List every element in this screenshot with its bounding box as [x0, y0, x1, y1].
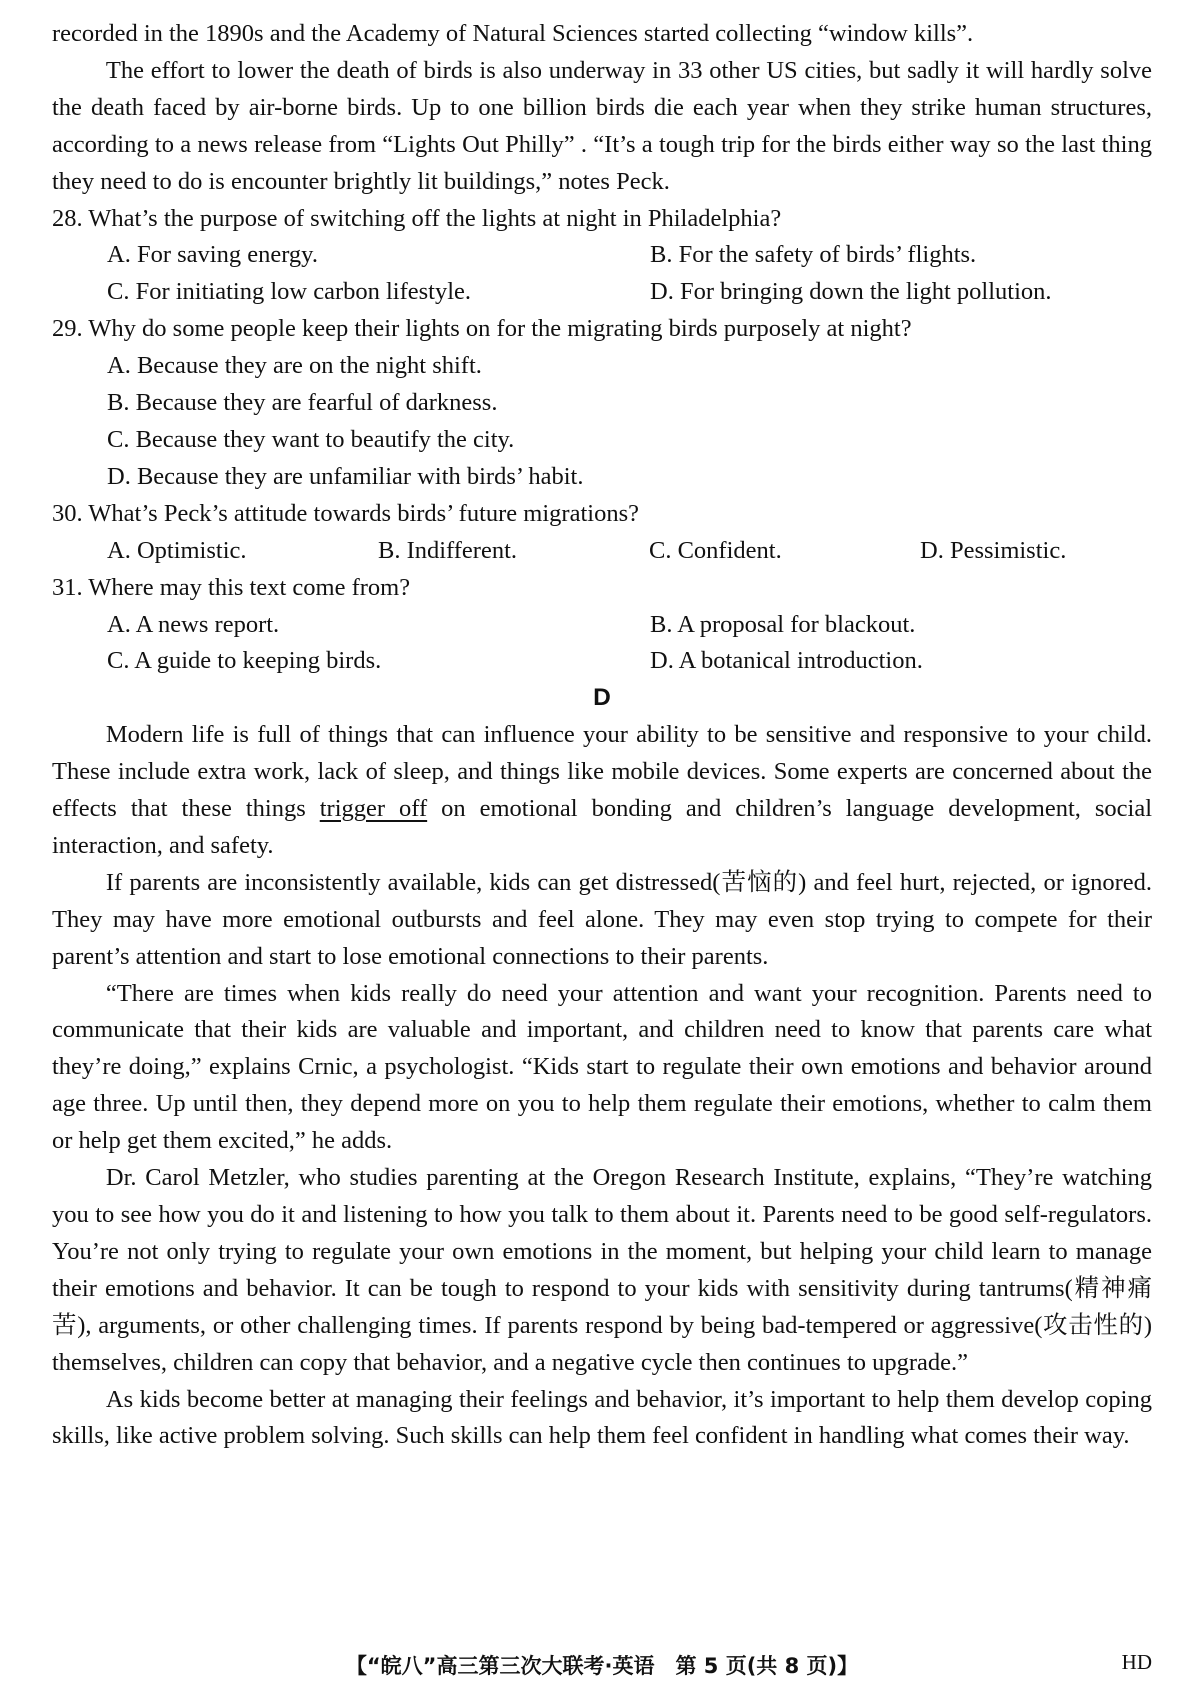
- question-30-options: [52, 533, 1152, 570]
- option-a: A. For saving energy.: [107, 241, 318, 269]
- passage-d-paragraph: [52, 717, 1152, 865]
- paragraph-text: on emotional bonding and children’s language development, social interaction, and safety.: [52, 795, 1152, 859]
- question-29-stem: 29. Why do some people keep their lights on for the migrating birds purposely at night?: [52, 315, 912, 343]
- passage-c-paragraph: recorded in the 1890s and the Academy of Natural Sciences started collecting “window kills”.: [52, 20, 974, 47]
- footer-code: HD: [1121, 1650, 1152, 1674]
- option-b: B. Because they are fearful of darkness.: [107, 389, 498, 417]
- underlined-phrase: trigger off: [319, 795, 428, 823]
- exam-page: [52, 16, 1152, 1455]
- question-28-stem: 28. What’s the purpose of switching off the lights at night in Philadelphia?: [52, 204, 782, 232]
- option-a: A. Because they are on the night shift.: [107, 352, 482, 380]
- question-29-options: [52, 348, 1152, 496]
- question-30-stem: 30. What’s Peck’s attitude towards birds’ future migrations?: [52, 499, 639, 527]
- passage-d-paragraph: Dr. Carol Metzler, who studies parenting at the Oregon Research Institute, explains, “They’re watching you to see how you do it and listening to how you talk to them about it. Parents need to be good self-regulators. You’re not only trying to regulate your own emotions in the moment, but helping your child learn to manage their emotions and behavior. It can be tough to respond to your kids with sensitivity during tantrums(精神痛苦), arguments, or other challenging times. If parents respond by being bad-tempered or aggressive(攻击性的) themselves, children can copy that behavior, and a negative cycle then continues to upgrade.”: [52, 1164, 1152, 1376]
- option-c: C. A guide to keeping birds.: [107, 647, 382, 675]
- option-b: B. For the safety of birds’ flights.: [650, 241, 977, 269]
- option-a: A. A news report.: [107, 610, 280, 638]
- passage-c-paragraph: The effort to lower the death of birds is also underway in 33 other US cities, but sadly it will hardly solve the death faced by air-borne birds. Up to one billion birds die each year when they strike human structures, according to a news release from “Lights Out Philly” . “It’s a tough trip for the birds either way so the last thing they need to do is encounter brightly lit buildings,” notes Peck.: [52, 56, 1152, 195]
- option-a: A. Optimistic.: [107, 536, 247, 564]
- option-b: B. A proposal for blackout.: [650, 610, 916, 638]
- question-28-options: [52, 237, 1152, 311]
- option-d: D. A botanical introduction.: [650, 647, 923, 675]
- page-footer: [52, 1650, 1152, 1686]
- option-c: C. For initiating low carbon lifestyle.: [107, 278, 472, 306]
- option-c: C. Confident.: [649, 536, 782, 564]
- option-d: D. For bringing down the light pollution.: [650, 278, 1052, 306]
- option-d: D. Pessimistic.: [920, 536, 1067, 564]
- option-b: B. Indifferent.: [378, 536, 518, 564]
- option-d: D. Because they are unfamiliar with birds’ habit.: [107, 462, 584, 490]
- passage-d-paragraph: “There are times when kids really do need your attention and want your recognition. Parents need to communicate that their kids are valuable and important, and children need to know that parents care what they’re doing,” explains Crnic, a psychologist. “Kids start to regulate their own emotions and behavior around age three. Up until then, they depend more on you to help them regulate their emotions, whether to calm them or help get them excited,” he adds.: [52, 979, 1152, 1155]
- passage-d-paragraph: As kids become better at managing their feelings and behavior, it’s important to help them develop coping skills, like active problem solving. Such skills can help them feel confident in handling what comes their way.: [52, 1385, 1152, 1450]
- footer-exam-info: 【“皖八”高三第三次大联考·英语 第 5 页(共 8 页)】: [345, 1654, 859, 1678]
- passage-d-paragraph: If parents are inconsistently available, kids can get distressed(苦恼的) and feel hurt, rejected, or ignored. They may have more emotional outbursts and feel alone. They may even stop trying to compete for their parent’s attention and start to lose emotional connections to their parents.: [52, 868, 1152, 970]
- option-c: C. Because they want to beautify the city.: [107, 425, 515, 453]
- question-31-options: [52, 607, 1152, 681]
- question-31-stem: 31. Where may this text come from?: [52, 573, 411, 601]
- paragraph-text: Modern life is full of things that can influence your ability to be sensitive and responsive to your child. These include extra work, lack of sleep, and things like mobile devices. Some experts are concerned about the effects that these things: [52, 721, 1152, 823]
- section-title: D: [593, 684, 611, 712]
